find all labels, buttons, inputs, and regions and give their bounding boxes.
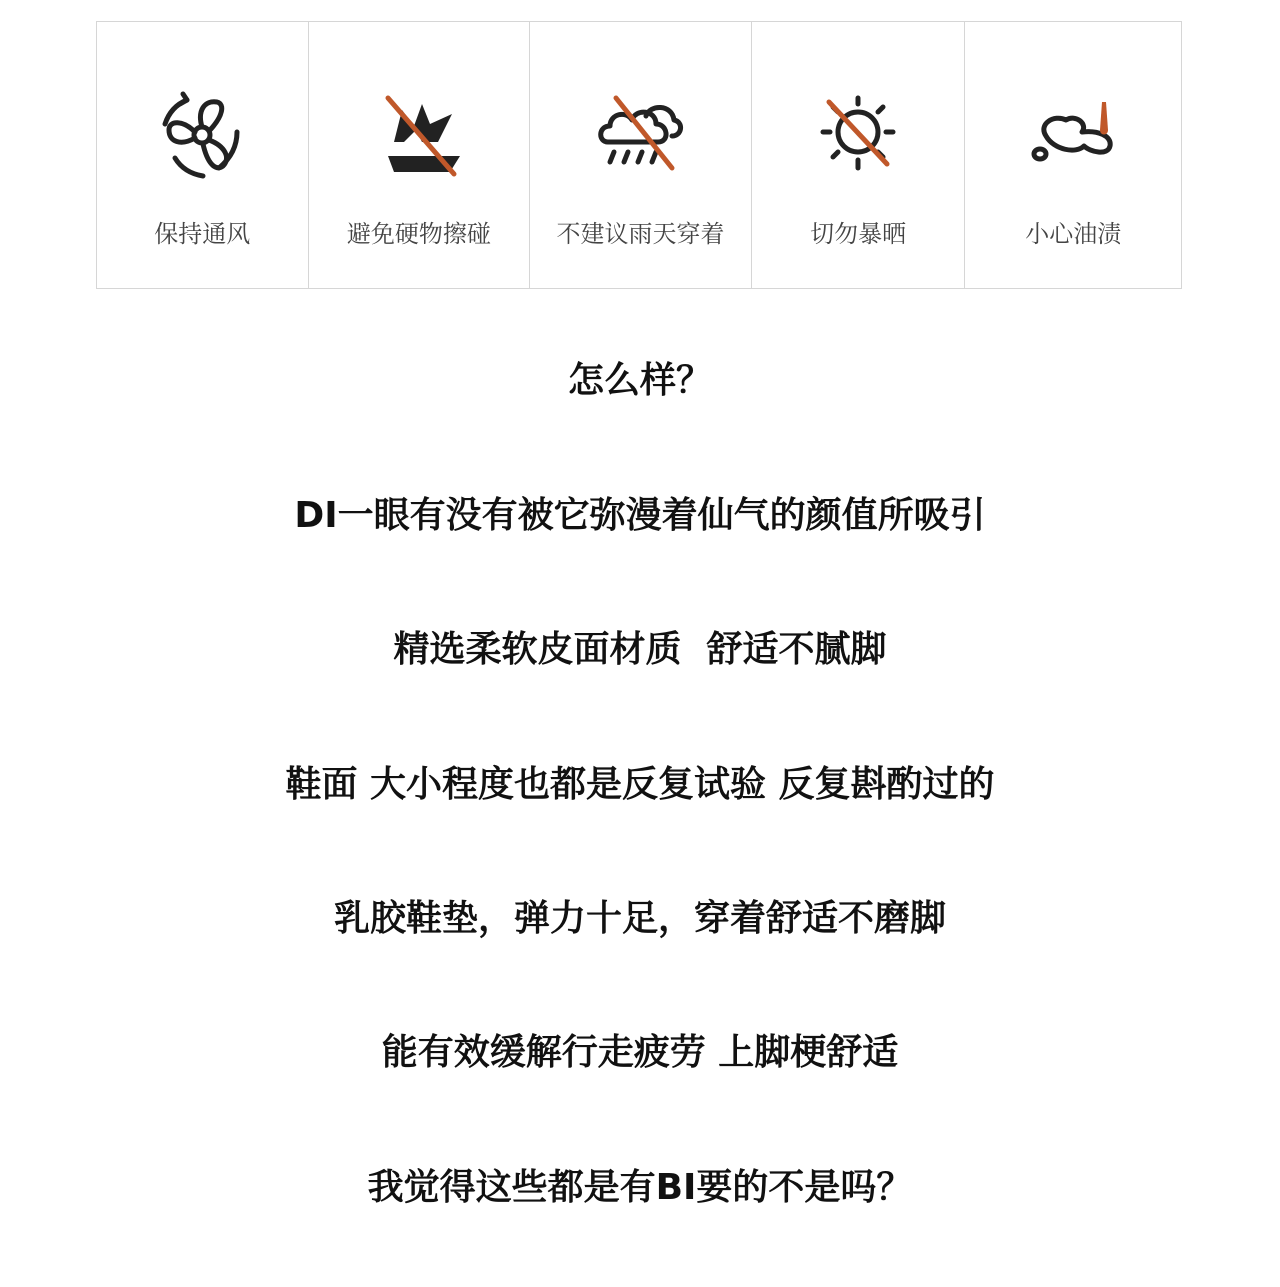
fan-icon bbox=[147, 80, 257, 190]
description-line: 鞋面 大小程度也都是反复试验 反复斟酌过的 bbox=[285, 764, 995, 805]
care-item-ventilate bbox=[97, 22, 309, 288]
care-label: 不建议雨天穿着 bbox=[556, 220, 725, 248]
description-line: 我觉得这些都是有BI要的不是吗？ bbox=[367, 1167, 913, 1208]
care-instructions-strip bbox=[96, 21, 1182, 289]
description-line: 精选柔软皮面材质 舒适不腻脚 bbox=[393, 629, 887, 670]
description-line: 乳胶鞋垫，弹力十足，穿着舒适不磨脚 bbox=[333, 898, 946, 939]
care-item-oil-stain bbox=[965, 22, 1181, 288]
no-hard-object-icon bbox=[364, 80, 474, 190]
no-rain-icon bbox=[586, 80, 696, 190]
care-item-no-rain bbox=[530, 22, 752, 288]
description-line: DI一眼有没有被它弥漫着仙气的颜值所吸引 bbox=[294, 495, 986, 536]
description-line: 能有效缓解行走疲劳 上脚梗舒适 bbox=[381, 1032, 899, 1073]
care-label: 切勿暴晒 bbox=[810, 220, 907, 248]
oil-stain-icon bbox=[1018, 80, 1128, 190]
care-item-no-sun bbox=[752, 22, 966, 288]
care-label: 保持通风 bbox=[154, 220, 251, 248]
description-heading: 怎么样？ bbox=[567, 360, 712, 401]
no-sun-icon bbox=[803, 80, 913, 190]
care-label: 避免硬物擦碰 bbox=[346, 220, 491, 248]
care-label: 小心油渍 bbox=[1025, 220, 1122, 248]
care-item-avoid-hard-objects bbox=[309, 22, 531, 288]
